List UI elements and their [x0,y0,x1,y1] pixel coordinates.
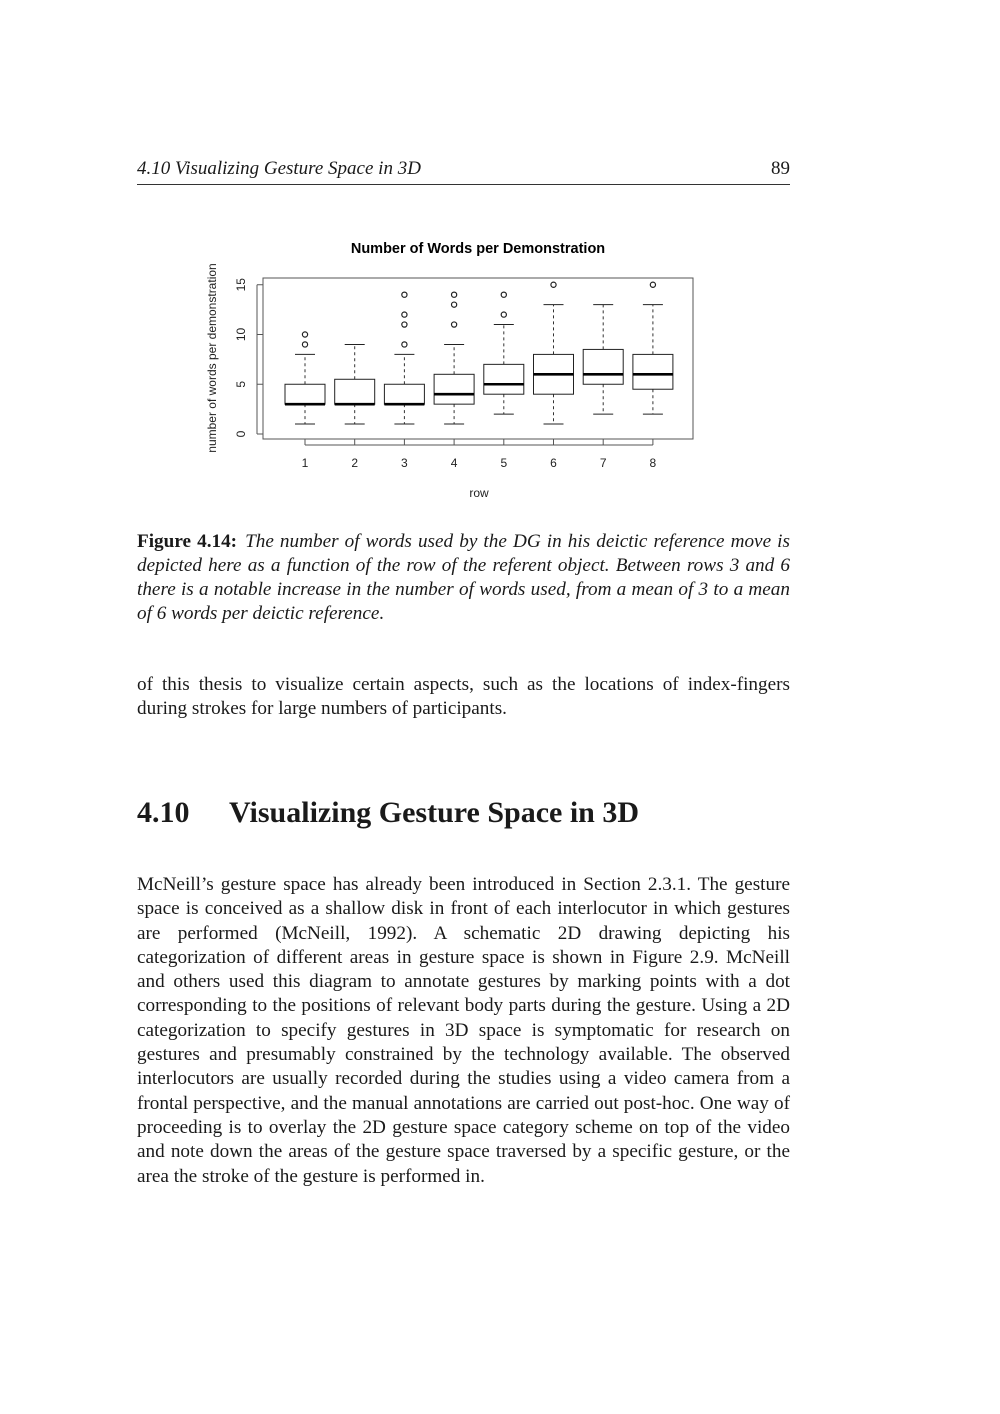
outlier-point [402,292,407,297]
outlier-point [551,282,556,287]
plot-frame [263,278,693,439]
section-heading [137,796,639,830]
box-row-8 [633,282,673,414]
box-row-4 [434,292,474,424]
paragraph-continuation: of this thesis to visualize certain aspects, such as the locations of index-fingers during strokes for large numbers of participants. [137,674,790,720]
running-title: 4.10 Visualizing Gesture Space in 3D [137,158,421,179]
x-tick-label: 3 [401,456,408,470]
y-axis [234,278,263,438]
outlier-point [302,332,307,337]
section-number: 4.10 [137,796,190,829]
y-tick-label: 10 [234,327,248,342]
box-row-3 [384,292,424,424]
outlier-point [501,292,506,297]
x-tick-label: 2 [351,456,359,470]
outlier-point [402,342,407,347]
page-number: 89 [771,158,790,179]
x-tick-label: 8 [649,456,657,470]
box-row-1 [285,332,325,424]
outlier-point [452,302,457,307]
outlier-point [402,312,407,317]
x-tick-label: 5 [500,456,508,470]
box-row-5 [484,292,524,414]
x-tick-label: 1 [301,456,309,470]
x-tick-label: 6 [550,456,557,470]
section-title: Visualizing Gesture Space in 3D [229,796,640,829]
box-row-6 [534,282,574,424]
box-row-7 [583,305,623,414]
box-row-2 [335,344,375,424]
outlier-point [302,342,307,347]
caption-label: Figure 4.14: [137,531,238,552]
outlier-point [452,322,457,327]
boxplot-chart [0,0,1000,520]
box-series [285,282,673,424]
y-axis-label: number of words per demonstration [205,263,219,453]
x-axis [302,439,657,470]
y-tick-label: 15 [234,278,248,292]
outlier-point [650,282,655,287]
chart-title: Number of Words per Demonstration [350,241,606,257]
paragraph-main: McNeill’s gesture space has already been introduced in Section 2.3.1. The gesture space is conceived as a shallow disk in front of each interlocutor in which gestures are performed (McNeill, 1992). A schematic 2D drawing depicting his categorization of different areas in gesture space is shown in Figure 2.9. McNeill and others used this diagram to annotate gestures by marking points with a dot corresponding to the positions of relevant body parts during the gesture. Using a 2D categorization to specify gestures in 3D space is symptomatic for research on gestures and presumably constrained by the technology available. The observed interlocutors are usually recorded during the studies using a video camera from a frontal perspective, and the manual annotations are carried out post-hoc. One way of proceeding is to overlay the 2D gesture space category scheme on top of the video and note down the areas of the gesture space traversed by a specific gesture, or the area the stroke of the gesture is performed in. [137,874,790,1187]
outlier-point [452,292,457,297]
caption-text: The number of words used by the DG in his deictic reference move is depicted here as a function of the row of the referent object. Between rows 3 and 6 there is a notable increase in the number of words used, from a mean of 3 to a mean of 6 words per deictic reference. [137,531,790,624]
x-tick-label: 4 [450,456,458,470]
outlier-point [501,312,506,317]
x-tick-label: 7 [599,456,607,470]
outlier-point [402,322,407,327]
figure-caption [137,530,790,626]
y-tick-label: 0 [234,430,248,438]
y-tick-label: 5 [234,380,248,388]
x-axis-label: row [469,486,489,500]
figure-boxplot [0,0,1000,520]
